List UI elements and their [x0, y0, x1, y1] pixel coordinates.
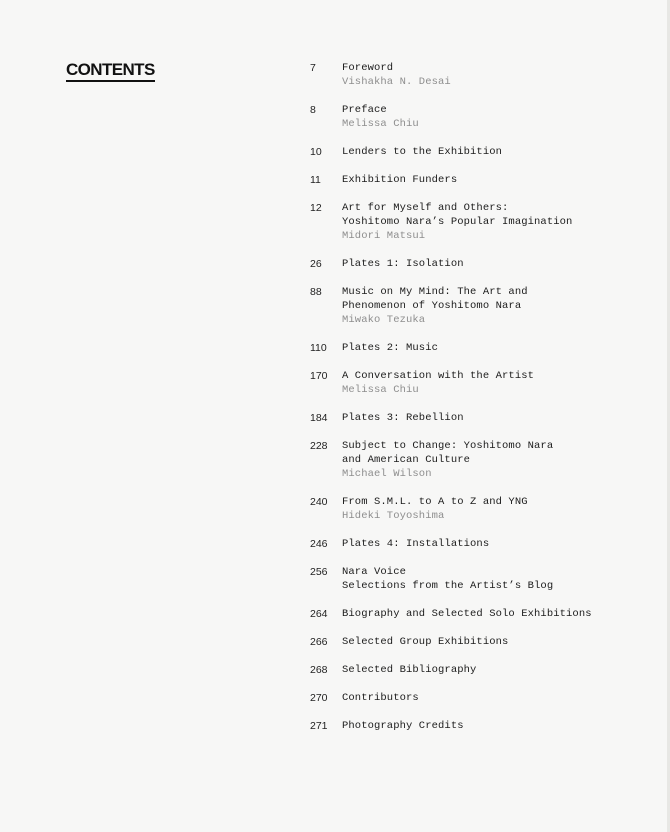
toc-entry — [310, 663, 650, 677]
toc-entry — [310, 103, 650, 131]
toc-title-line: Selections from the Artist’s Blog — [342, 580, 554, 592]
toc-title-line: Selected Group Exhibitions — [342, 636, 509, 648]
toc-entry — [310, 411, 650, 425]
toc-page-number: 266 — [310, 636, 328, 648]
toc-entry — [310, 635, 650, 649]
toc-entry-title — [342, 173, 650, 187]
toc-page-number: 270 — [310, 692, 328, 704]
toc-entry-body — [342, 411, 650, 425]
toc-title-line: Music on My Mind: The Art and — [342, 286, 528, 298]
toc-entry — [310, 537, 650, 551]
toc-entry — [310, 719, 650, 733]
toc-entry-author — [342, 117, 650, 131]
toc-title-line: Plates 4: Installations — [342, 538, 490, 550]
toc-author-line: Melissa Chiu — [342, 384, 419, 396]
toc-entry — [310, 565, 650, 593]
toc-title-line: Plates 2: Music — [342, 342, 439, 354]
toc-page-number: 246 — [310, 538, 328, 550]
toc-title-line: Foreword — [342, 62, 394, 74]
toc-entry — [310, 61, 650, 89]
toc-author-line: Melissa Chiu — [342, 118, 419, 130]
toc-title-line: Contributors — [342, 692, 419, 704]
table-of-contents — [310, 61, 650, 733]
toc-entry — [310, 257, 650, 271]
toc-page-number: 240 — [310, 496, 328, 508]
toc-page-number: 268 — [310, 664, 328, 676]
toc-entry — [310, 369, 650, 397]
toc-page-number: 12 — [310, 202, 322, 214]
toc-page-number: 26 — [310, 258, 322, 270]
toc-entry-body — [342, 257, 650, 271]
toc-entry-body — [342, 663, 650, 677]
toc-entry — [310, 173, 650, 187]
toc-entry-body — [342, 691, 650, 705]
toc-title-line: Selected Bibliography — [342, 664, 477, 676]
toc-title-line: Plates 3: Rebellion — [342, 412, 464, 424]
toc-page-number: 264 — [310, 608, 328, 620]
toc-page-number: 8 — [310, 104, 316, 116]
toc-entry-title — [342, 663, 650, 677]
toc-author-line: Michael Wilson — [342, 468, 432, 480]
toc-entry — [310, 145, 650, 159]
toc-entry — [310, 495, 650, 523]
toc-entry — [310, 201, 650, 243]
toc-title-line: and American Culture — [342, 454, 471, 466]
toc-entry-title — [342, 145, 650, 159]
toc-title-line: Plates 1: Isolation — [342, 258, 464, 270]
toc-entry-title — [342, 565, 650, 593]
toc-entry-title — [342, 719, 650, 733]
toc-entry-body — [342, 607, 650, 621]
toc-entry-title — [342, 607, 650, 621]
toc-page-number: 10 — [310, 146, 322, 158]
toc-page-number: 271 — [310, 720, 328, 732]
toc-entry-title — [342, 285, 650, 313]
toc-entry-body — [342, 495, 650, 523]
toc-author-line: Midori Matsui — [342, 230, 426, 242]
toc-entry — [310, 691, 650, 705]
toc-entry-body — [342, 719, 650, 733]
toc-entry-body — [342, 103, 650, 131]
toc-title-line: Preface — [342, 104, 387, 116]
toc-entry-body — [342, 635, 650, 649]
toc-page-number: 256 — [310, 566, 328, 578]
toc-entry-author — [342, 229, 650, 243]
toc-entry-body — [342, 537, 650, 551]
toc-entry-title — [342, 635, 650, 649]
toc-title-line: Nara Voice — [342, 566, 407, 578]
toc-entry-title — [342, 61, 650, 75]
toc-entry-title — [342, 495, 650, 509]
toc-page-number: 110 — [310, 342, 327, 354]
toc-entry — [310, 439, 650, 481]
toc-title-line: Exhibition Funders — [342, 174, 458, 186]
toc-entry-author — [342, 313, 650, 327]
toc-entry-title — [342, 411, 650, 425]
toc-title-line: Yoshitomo Nara’s Popular Imagination — [342, 216, 573, 228]
toc-title-line: Subject to Change: Yoshitomo Nara — [342, 440, 554, 452]
toc-entry — [310, 607, 650, 621]
toc-entry-title — [342, 369, 650, 383]
toc-entry-body — [342, 565, 650, 593]
toc-entry-body — [342, 145, 650, 159]
toc-title-line: A Conversation with the Artist — [342, 370, 535, 382]
toc-entry-author — [342, 509, 650, 523]
toc-page-number: 184 — [310, 412, 328, 424]
toc-title-line: Art for Myself and Others: — [342, 202, 509, 214]
toc-entry-body — [342, 173, 650, 187]
toc-page-number: 170 — [310, 370, 328, 382]
toc-entry-author — [342, 467, 650, 481]
toc-author-line: Miwako Tezuka — [342, 314, 426, 326]
toc-title-line: Lenders to the Exhibition — [342, 146, 503, 158]
toc-entry-author — [342, 75, 650, 89]
toc-entry-title — [342, 201, 650, 229]
toc-title-line: Phenomenon of Yoshitomo Nara — [342, 300, 522, 312]
toc-entry — [310, 341, 650, 355]
toc-title-line: From S.M.L. to A to Z and YNG — [342, 496, 528, 508]
toc-entry-title — [342, 341, 650, 355]
toc-page-number: 7 — [310, 62, 316, 74]
toc-entry-body — [342, 201, 650, 243]
toc-title-line: Photography Credits — [342, 720, 464, 732]
contents-heading: CONTENTS — [66, 60, 155, 82]
toc-page-number: 228 — [310, 440, 328, 452]
toc-entry-title — [342, 257, 650, 271]
toc-entry-author — [342, 383, 650, 397]
toc-entry-body — [342, 285, 650, 327]
toc-entry-body — [342, 61, 650, 89]
toc-title-line: Biography and Selected Solo Exhibitions — [342, 608, 592, 620]
toc-entry — [310, 285, 650, 327]
toc-entry-body — [342, 369, 650, 397]
toc-entry-title — [342, 691, 650, 705]
toc-page-number: 11 — [310, 174, 321, 186]
toc-entry-body — [342, 341, 650, 355]
toc-entry-title — [342, 103, 650, 117]
toc-entry-title — [342, 439, 650, 467]
toc-author-line: Vishakha N. Desai — [342, 76, 451, 88]
toc-page-number: 88 — [310, 286, 322, 298]
toc-entry-title — [342, 537, 650, 551]
toc-entry-body — [342, 439, 650, 481]
toc-author-line: Hideki Toyoshima — [342, 510, 445, 522]
